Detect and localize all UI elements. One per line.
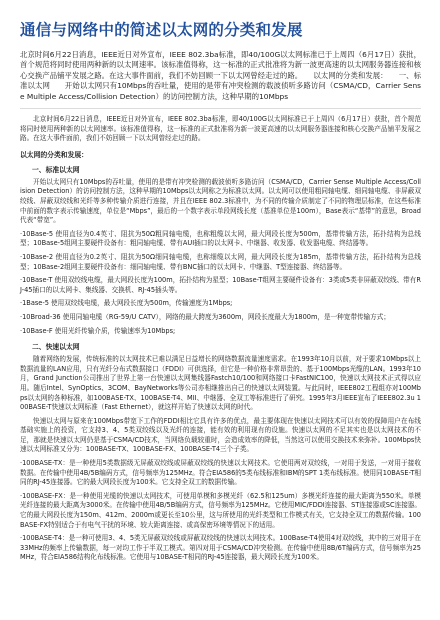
section2-paragraph: ·100BASE-T4：是一种可使用3、4、5类无屏蔽双绞线或屏蔽双绞线的快速以太网技术。100Base-T4使用4对双绞线，其中的三对用于在33MHz的频率上传输数据，每一对均工作于半双工模式。第四对用于CSMA/CD冲突检测。在传输中使用8B/6T编码方式，信号频率为25MHz，符合EIA586结构化布线标准。它使用与10BASE-T相同的RJ-45连接器，最大网段长度为100米。	[20, 534, 421, 562]
section1-item: ·10Base-5 使用直径为0.4英寸、阻抗为50Ω粗同轴电缆，也称粗缆以太网，最大网段长度为500m，基带传输方法，拓扑结构为总线型；10Base-5组网主要硬件设备有：粗同轴电缆、带有AUI插口的以太网卡、中继器、收发器、收发器电缆、终结器等。	[20, 229, 421, 248]
section1-item: ·10Base-T 使用双绞线电缆，最大网段长度为100m，拓扑结构为星型；10Base-T组网主要硬件设备有：3类或5类非屏蔽双绞线、带有RJ-45插口的以太网卡、集线器、交换机、RJ-45插头等。	[20, 276, 421, 294]
section1-heading: 一、标准以太网	[32, 165, 80, 174]
section2-paragraph: 随着网络的发展，传统标准的以太网技术已难以满足日益增长的网络数据流量速度需求。在1993年10月以前，对于要求10Mbps以上数据流量的LAN应用，只有光纤分布式数据接口（FDDI）可供选择，但它是一种价格非常昂贵的、基于100Mbps光缆的LAN。1993年10月，Grand Junction公司推出了世界上第一台快速以太网集线器Fastch10/100和网络接口卡FastNIC100，快速以太网技术正式得以应用。随后Intel、SynOptics、3COM、BayNetworks等公司亦相继推出自己的快速以太网装置。与此同时，IEEE802工程组亦对100Mbps以太网的各种标准，如100BASE-TX、100BASE-T4、MII、中继器、全双工等标准进行了研究。1995年3月IEEE宣布了IEEE802.3u 100BASE-T快速以太网标准（Fast Ethernet），就这样开始了快速以太网的时代。	[20, 355, 421, 412]
section1-item: ·10Base-F 使用光纤传输介质，传输速率为10Mbps;	[20, 326, 176, 335]
divider	[20, 108, 421, 109]
section1-item: ·1Base-5 使用双绞线电缆，最大网段长度为500m，传输速度为1Mbps;	[20, 299, 233, 308]
section1-item: ·10Base-2 使用直径为0.2英寸、阻抗为50Ω细同轴电缆，也称细缆以太网，最大网段长度为185m，基带传输方法，拓扑结构为总线型；10Base-2组网主要硬件设备有：细同轴电缆、带有BNC插口的以太网卡、中继器、T型连接器、终结器等。	[20, 252, 421, 271]
paragraph-1: 北京时间6月22日消息，IEEE近日对外宣布，IEEE 802.3ba标准，即40/100G以太网标准已于上周四（6月17日）获批，首个规范将同时使用两种新的以太网速率。该标准值得称，这一标准的正式批准将为新一波更高速的以太网服务器连接和核心交换产品铺平发展之路。在这大事件面前，我们不妨回顾一下以太网曾经走过的路。	[20, 115, 421, 143]
intro-paragraph: 北京时间6月22日消息，IEEE近日对外宣布，IEEE 802.3ba标准，即40/100G以太网标准已于上周四（6月17日）获批，首个规范将同时使用两种新的以太网速率。该标准值得称，这一标准的正式批准将为新一波更高速的以太网服务器连接和核心交换产品铺平发展之路。在这大事件面前，我们不妨回顾一下以太网曾经走过的路。 以太网的分类和发展： 一、标准以太网 开始以太网只有10Mbps的吞吐量，使用的是带有冲突检测的载波侦听多路访问（CSMA/CD，Carrier Sense Multiple Access/Collision Detection）的访问控制方法，这种早期的10Mbps	[20, 50, 421, 101]
section1-item: ·10Broad-36 使用同轴电缆（RG-59/U CATV），网络的最大跨度为3600m，网段长度最大为1800m，是一种宽带传输方式；	[20, 312, 390, 321]
section1-body: 开始以太网只有10Mbps的吞吐量，使用的是带有冲突检测的载波侦听多路访问（CSMA/CD，Carrier Sense Multiple Access/Collision Detection）的访问控制方法，这种早期的10Mbps以太网称之为标准以太网。以太网可以使用粗同轴电缆、细同轴电缆、非屏蔽双绞线、屏蔽双绞线和光纤等多种传输介质进行连接，并且在IEEE 802.3标准中，为不同的传输介质制定了不同的物理层标准，在这些标准中前面的数字表示传输速度，单位是“Mbps”，最后的一个数字表示单段网线长度（基准单位是100m），Base表示“基带”的意思，Broad代表“带宽”。	[20, 177, 421, 225]
section2-paragraph: ·100BASE-TX：是一种使用5类数据级无屏蔽双绞线或屏蔽双绞线的快速以太网技术。它使用两对双绞线，一对用于发送，一对用于接收数据。在传输中使用4B/5B编码方式，信号频率为125MHz。符合EIA586的5类布线标准和IBM的SPT 1类布线标准。使用同10BASE-T相同的RJ-45连接器。它的最大网段长度为100米。它支持全双工的数据传输。	[20, 459, 421, 487]
section2-paragraph: 快速以太网与原来在100Mbps带宽下工作的FDDI相比它具有许多的优点，最主要体现在快速以太网技术可以有效的保障用户在布线基础实施上的投资，它支持3、4、5类双绞线以及光纤的连接，能有效的利用现有的设施。快速以太网的不足其实也是以太网技术的不足，那就是快速以太网仍是基于CSMA/CD技术，当网络负载较重时，会造成效率的降低，当然这可以使用交换技术来弥补。100Mbps快速以太网标准又分为：100BASE-TX、100BASE-FX、100BASE-T4三个子类。	[20, 416, 421, 454]
section2-heading: 二、快速以太网	[32, 343, 80, 352]
heading-main: 以太网的分类和发展：	[20, 150, 88, 159]
page-title: 通信与网络中的简述以太网的分类和发展	[20, 21, 303, 39]
section2-paragraph: ·100BASE-FX：是一种使用光缆的快速以太网技术，可使用单模和多模光纤（62.5和125um）多模光纤连接的最大距离为550米。单模光纤连接的最大距离为3000米。在传输中使用4B/5B编码方式，信号频率为125MHz。它使用MIC/FDDI连接器、ST连接器或SC连接器。它的最大网段长度为150m、412m、2000m或更长至10公里，这与所使用的光纤类型和工作模式有关，它支持全双工的数据传输。100BASE-FX特别适合于有电气干扰的环境、较大距离连接、或高保密环境等情况下的适用。	[20, 491, 421, 529]
